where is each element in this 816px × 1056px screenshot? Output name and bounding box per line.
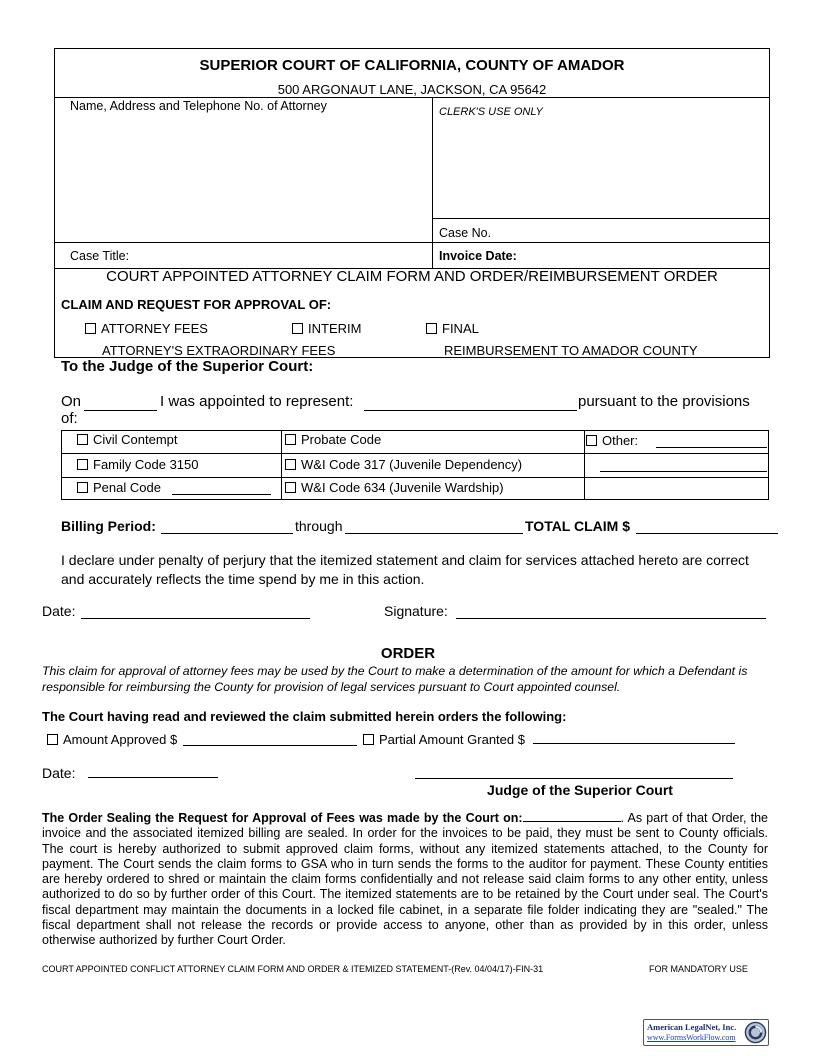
date-label: Date: — [42, 603, 76, 619]
civil-contempt-option[interactable]: Civil Contempt — [77, 432, 178, 447]
signature-field[interactable] — [456, 618, 766, 619]
clerk-label: CLERK'S USE ONLY — [439, 106, 543, 118]
total-claim-field[interactable] — [636, 533, 778, 534]
case-title-field[interactable] — [136, 246, 428, 266]
case-no-label: Case No. — [439, 226, 492, 240]
penal-code-checkbox[interactable] — [77, 482, 88, 493]
family-code-option[interactable]: Family Code 3150 — [77, 457, 199, 472]
legalnet-logo — [643, 1019, 769, 1046]
other-checkbox[interactable] — [586, 435, 597, 446]
represented-party-field[interactable] — [364, 410, 577, 411]
interim-option[interactable]: INTERIM — [292, 321, 361, 336]
sealing-date-field[interactable] — [523, 810, 621, 822]
declaration-text: I declare under penalty of perjury that the itemized statement and claim for services attached hereto are correct and accurately reflects the time spend by me in this action. — [61, 552, 749, 587]
invoice-date-label: Invoice Date: — [439, 249, 517, 263]
billing-period-label: Billing Period: — [61, 518, 156, 534]
signature-label: Signature: — [384, 603, 448, 619]
wi-634-checkbox[interactable] — [285, 482, 296, 493]
attorney-fees-option[interactable]: ATTORNEY FEES — [85, 321, 208, 336]
amount-approved-checkbox[interactable] — [47, 734, 58, 745]
penal-code-field[interactable] — [172, 494, 271, 495]
penal-code-option[interactable]: Penal Code — [77, 480, 161, 495]
case-no-field[interactable] — [494, 222, 766, 240]
other-field-2[interactable] — [600, 471, 767, 472]
interim-checkbox[interactable] — [292, 323, 303, 334]
judge-signature-field[interactable] — [415, 778, 733, 779]
final-option[interactable]: FINAL — [426, 321, 479, 336]
appointed-label: I was appointed to represent: — [160, 393, 354, 410]
globe-icon — [744, 1021, 767, 1044]
wi-317-checkbox[interactable] — [285, 459, 296, 470]
other-option[interactable]: Other: — [586, 433, 638, 448]
pursuant-label: pursuant to the provisions — [578, 393, 750, 410]
partial-amount-field[interactable] — [533, 743, 735, 744]
form-id: COURT APPOINTED CONFLICT ATTORNEY CLAIM FORM AND ORDER & ITEMIZED STATEMENT-(Rev. 04/04/17)-FIN-31 — [42, 964, 544, 974]
billing-start-field[interactable] — [161, 533, 293, 534]
amount-approved-option[interactable]: Amount Approved $ — [47, 732, 177, 747]
partial-amount-checkbox[interactable] — [363, 734, 374, 745]
appointment-date-field[interactable] — [84, 410, 157, 411]
clerk-use-field — [436, 122, 766, 214]
judge-heading: To the Judge of the Superior Court: — [61, 358, 314, 375]
order-heading: ORDER — [380, 645, 436, 662]
attorney-info-field[interactable] — [58, 116, 428, 238]
logo-company-name: American LegalNet, Inc. — [647, 1022, 737, 1032]
sealing-body: . As part of that Order, the invoice and the associated itemized billing are sealed. In order for the invoices to be paid, they must be sent to County officials. The court is hereby authorized to submit approved claim forms, without any itemized statements attached, to the County for payment. The Court sends the claim forms to GSA who in turn sends the forms to the auditor for payment. These County entities are hereby ordered to shred or maintain the claim forms confidentially and not release said claim forms to any other entity, unless authorized to do so by further order of this Court. The itemized statements are to be retained by the Court under seal. The Court's fiscal department may maintain the documents in a locked file cabinet, in a separate file folder indicating they are "sealed." The fiscal department shall not release the records or provide access to anyone, other than as provided by in this order, unless otherwise authorized by further Court Order. — [42, 811, 768, 948]
order-date-field[interactable] — [88, 777, 218, 778]
on-label: On — [61, 393, 82, 410]
through-label: through — [295, 518, 343, 534]
family-code-checkbox[interactable] — [77, 459, 88, 470]
of-label: of: — [61, 410, 78, 427]
civil-contempt-checkbox[interactable] — [77, 434, 88, 445]
amount-approved-field[interactable] — [183, 745, 357, 746]
reviewed-text: The Court having read and reviewed the claim submitted herein orders the following: — [42, 709, 567, 724]
partial-amount-option[interactable]: Partial Amount Granted $ — [363, 732, 525, 747]
attorney-label: Name, Address and Telephone No. of Attorney — [70, 99, 327, 113]
sealing-paragraph — [42, 810, 768, 949]
sealing-lead: The Order Sealing the Request for Approval of Fees was made by the Court on: — [42, 811, 523, 825]
total-claim-label: TOTAL CLAIM $ — [525, 518, 630, 534]
judge-label: Judge of the Superior Court — [487, 782, 673, 798]
date-field[interactable] — [81, 618, 310, 619]
claim-heading: CLAIM AND REQUEST FOR APPROVAL OF: — [61, 297, 332, 312]
extraordinary-fees-label: ATTORNEY'S EXTRAORDINARY FEES — [102, 343, 336, 358]
logo-url: www.FormsWorkFlow.com — [647, 1033, 736, 1042]
order-intro: This claim for approval of attorney fees may be used by the Court to make a determination of the amount for which a Defendant is responsible for reimbursing the County for provision of legal services pursuant to Court appointed counsel. — [42, 664, 748, 694]
order-date-label: Date: — [42, 765, 76, 781]
probate-code-option[interactable]: Probate Code — [285, 432, 381, 447]
mandatory-use: FOR MANDATORY USE — [649, 964, 748, 974]
court-name: SUPERIOR COURT OF CALIFORNIA, COUNTY OF AMADOR — [199, 57, 625, 74]
other-field-1[interactable] — [656, 447, 767, 448]
attorney-fees-checkbox[interactable] — [85, 323, 96, 334]
probate-code-checkbox[interactable] — [285, 434, 296, 445]
case-title-label: Case Title: — [70, 249, 130, 263]
reimbursement-label: REIMBURSEMENT TO AMADOR COUNTY — [444, 343, 698, 358]
wi-634-option[interactable]: W&I Code 634 (Juvenile Wardship) — [285, 480, 504, 495]
invoice-date-field[interactable] — [522, 246, 766, 266]
billing-end-field[interactable] — [345, 533, 523, 534]
wi-317-option[interactable]: W&I Code 317 (Juvenile Dependency) — [285, 457, 522, 472]
court-address: 500 ARGONAUT LANE, JACKSON, CA 95642 — [277, 82, 547, 97]
form-title: COURT APPOINTED ATTORNEY CLAIM FORM AND ORDER/REIMBURSEMENT ORDER — [106, 268, 718, 285]
final-checkbox[interactable] — [426, 323, 437, 334]
